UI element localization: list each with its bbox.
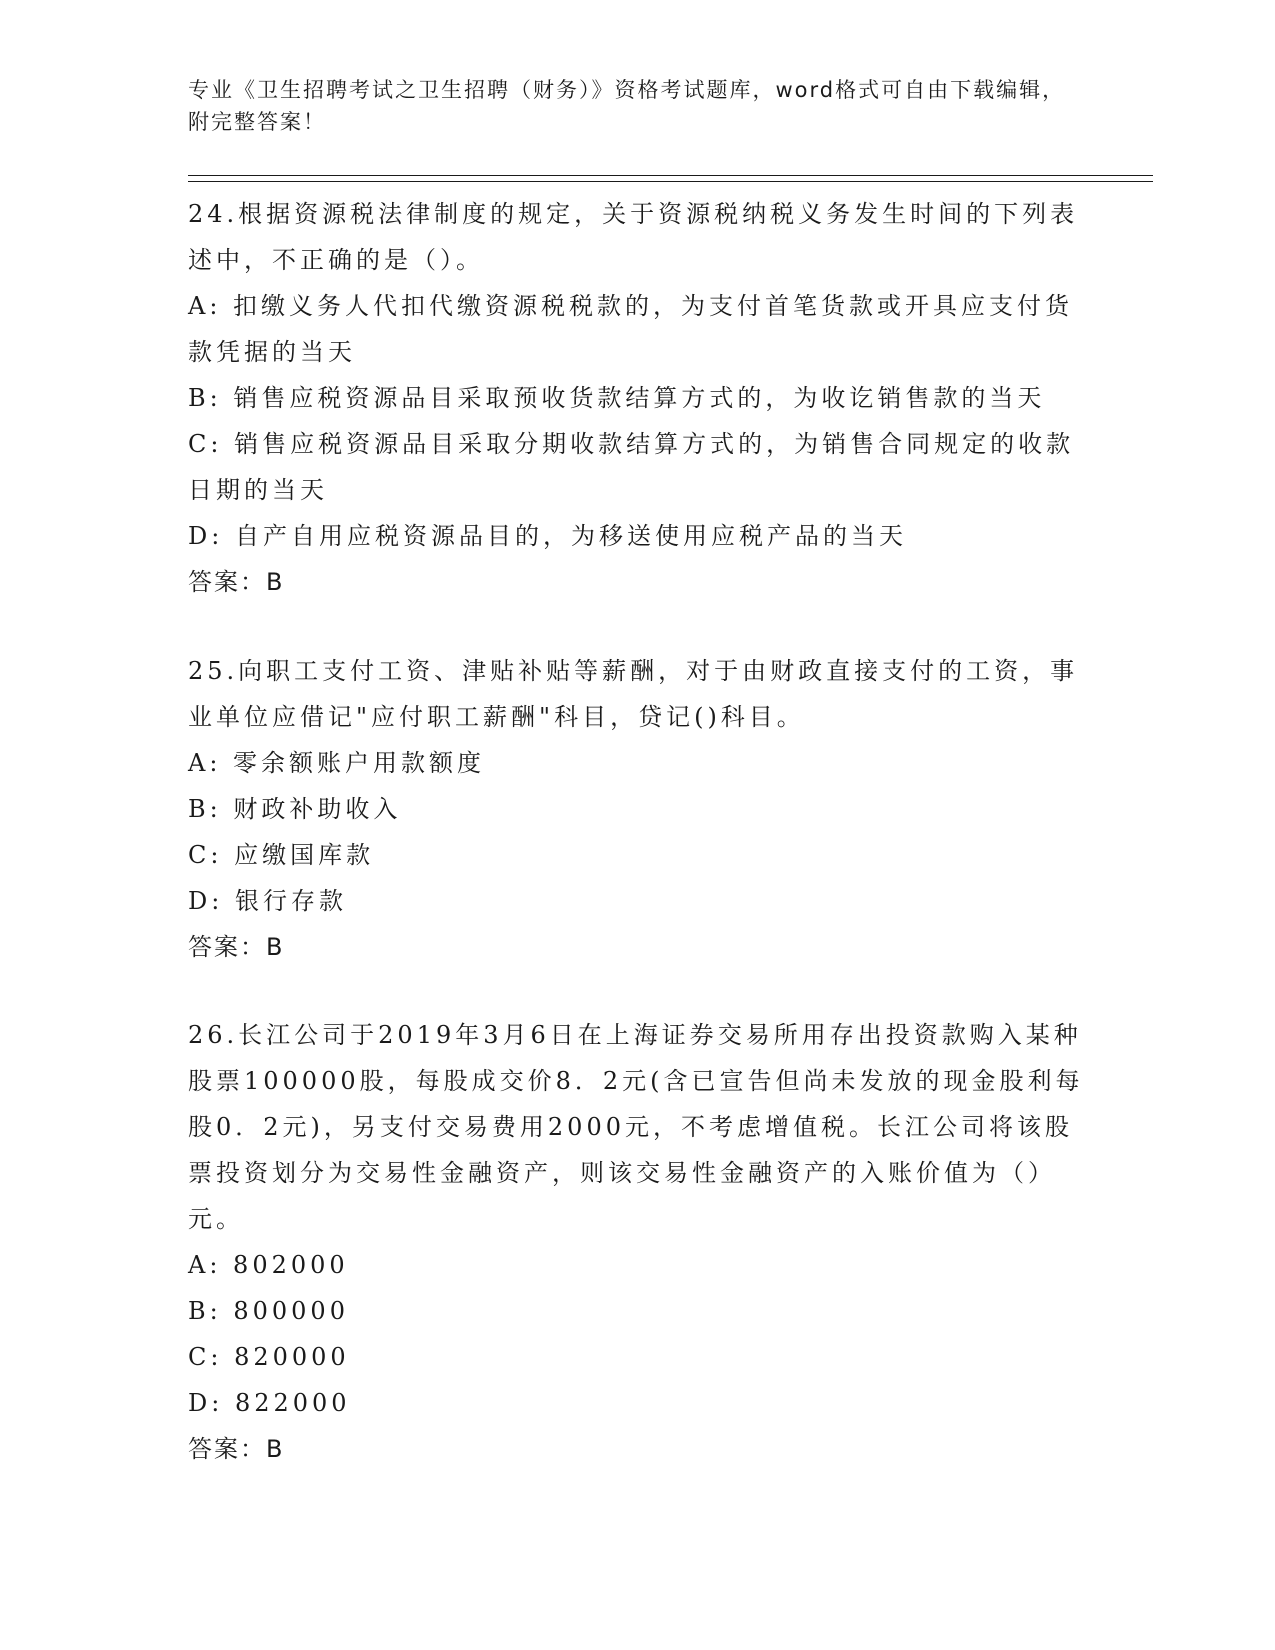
option-a: A: 802000 bbox=[188, 1251, 349, 1279]
answer-line: 答案：B bbox=[188, 1435, 285, 1463]
document-header: 专业《卫生招聘考试之卫生招聘（财务）》资格考试题库，word格式可自由下载编辑，附完整答案！ bbox=[188, 78, 1066, 134]
question-stem: 25.向职工支付工资、津贴补贴等薪酬，对于由财政直接支付的工资，事业单位应借记"应付职工薪酬"科目，贷记()科目。 bbox=[188, 657, 1079, 731]
option-c: C: 820000 bbox=[188, 1343, 350, 1371]
answer-line: 答案：B bbox=[188, 933, 285, 961]
option-c: C: 应缴国库款 bbox=[188, 841, 375, 869]
option-b: B: 800000 bbox=[188, 1297, 349, 1325]
option-a: A: 零余额账户用款额度 bbox=[188, 749, 486, 777]
header-rule-top bbox=[188, 175, 1153, 176]
question-stem: 24.根据资源税法律制度的规定，关于资源税纳税义务发生时间的下列表述中，不正确的是（）。 bbox=[188, 200, 1079, 274]
option-a: A: 扣缴义务人代扣代缴资源税税款的，为支付首笔货款或开具应支付货款凭据的当天 bbox=[188, 292, 1074, 366]
option-b: B: 财政补助收入 bbox=[188, 795, 402, 823]
answer-line: 答案：B bbox=[188, 568, 285, 596]
option-d: D: 822000 bbox=[188, 1389, 351, 1417]
option-b: B: 销售应税资源品目采取预收货款结算方式的，为收讫销售款的当天 bbox=[188, 384, 1046, 412]
question-26 bbox=[188, 1012, 1088, 1472]
option-c: C: 销售应税资源品目采取分期收款结算方式的，为销售合同规定的收款日期的当天 bbox=[188, 430, 1075, 504]
question-25 bbox=[188, 648, 1088, 970]
question-stem: 26.长江公司于2019年3月6日在上海证券交易所用存出投资款购入某种股票100000股，每股成交价8．2元(含已宣告但尚未发放的现金股利每股0．2元)，另支付交易费用2000元，不考虑增值税。长江公司将该股票投资划分为交易性金融资产，则该交易性金融资产的入账价值为（）元。 bbox=[188, 1021, 1084, 1233]
question-24 bbox=[188, 191, 1088, 605]
option-d: D: 自产自用应税资源品目的，为移送使用应税产品的当天 bbox=[188, 522, 907, 550]
header-rule-bottom bbox=[188, 181, 1153, 182]
option-d: D: 银行存款 bbox=[188, 887, 347, 915]
